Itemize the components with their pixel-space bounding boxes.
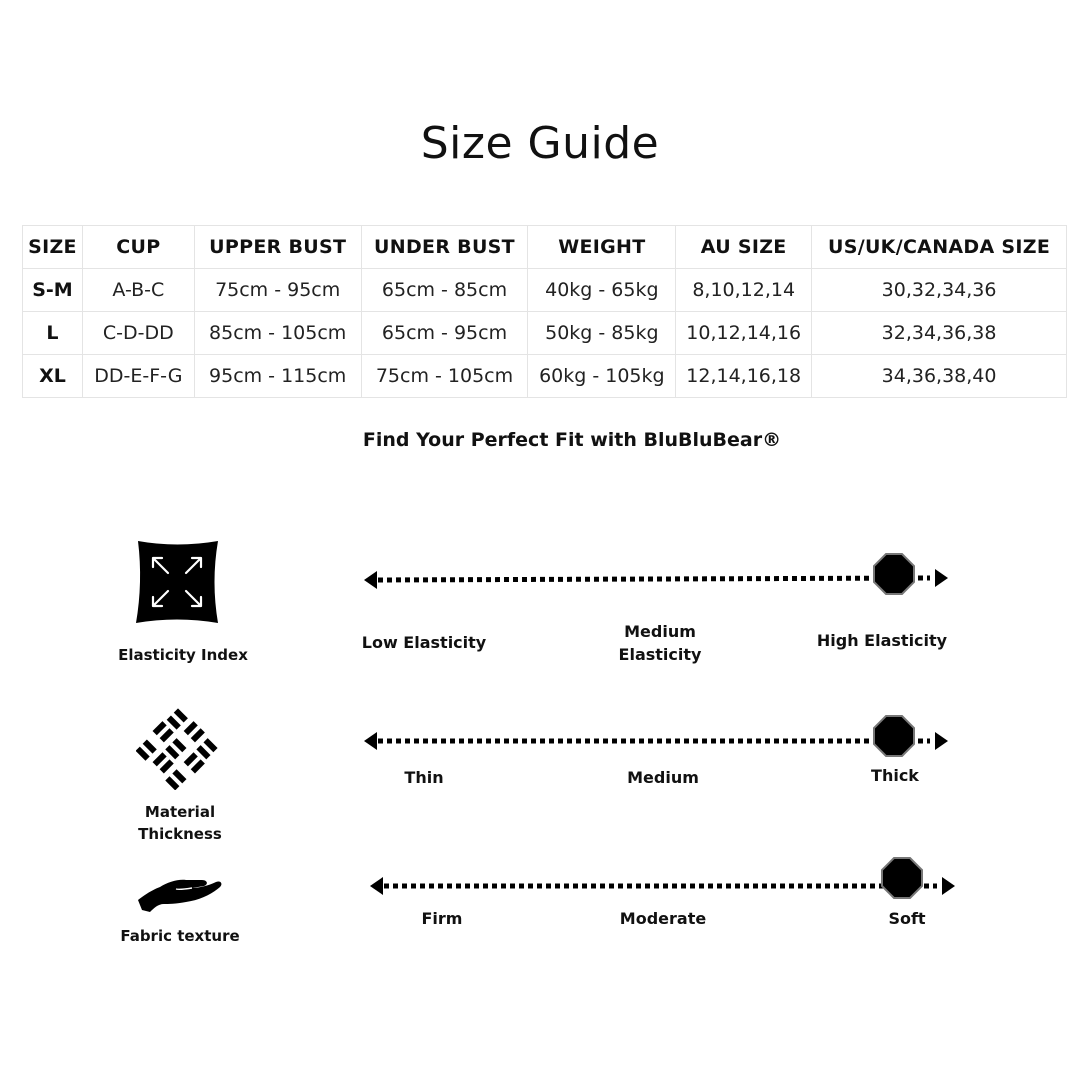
scale-marker	[882, 858, 922, 898]
expand-arrows-icon	[134, 539, 220, 625]
table-header-row	[23, 226, 1067, 269]
table-cell: 95cm - 115cm	[194, 355, 361, 398]
header-under-bust: UNDER BUST	[361, 226, 528, 269]
table-cell: 65cm - 85cm	[361, 269, 528, 312]
elasticity-scale	[355, 550, 965, 610]
feature-label-thickness-line1: Material	[144, 803, 216, 821]
header-us-uk-canada-size: US/UK/CANADA SIZE	[812, 226, 1067, 269]
table-cell: 65cm - 95cm	[361, 312, 528, 355]
scale-label-low: Low Elasticity	[361, 633, 487, 652]
open-hand-icon	[136, 870, 224, 912]
table-cell: XL	[23, 355, 83, 398]
table-cell: DD-E-F-G	[82, 355, 194, 398]
table-cell: 50kg - 85kg	[528, 312, 676, 355]
arrow-left-icon	[364, 571, 377, 589]
scale-label-thin: Thin	[404, 768, 444, 787]
header-upper-bust: UPPER BUST	[194, 226, 361, 269]
arrow-right-icon	[935, 569, 948, 587]
table-cell: L	[23, 312, 83, 355]
scale-label-firm: Firm	[421, 909, 463, 928]
table-cell: 30,32,34,36	[812, 269, 1067, 312]
arrow-right-icon	[935, 732, 948, 750]
fit-subtitle: Find Your Perfect Fit with BluBluBear®	[362, 429, 782, 451]
table-cell: 12,14,16,18	[676, 355, 812, 398]
table-cell: 85cm - 105cm	[194, 312, 361, 355]
arrow-right-icon	[942, 877, 955, 895]
feature-label-thickness-line2: Thickness	[138, 825, 222, 843]
feature-label-elasticity: Elasticity Index	[118, 646, 248, 664]
scale-dotted-line	[378, 578, 930, 580]
scale-label-medium-text: Medium Elasticity	[618, 622, 702, 664]
size-table	[22, 225, 1067, 398]
table-cell: A-B-C	[82, 269, 194, 312]
arrow-left-icon	[364, 732, 377, 750]
table-cell: 10,12,14,16	[676, 312, 812, 355]
header-size: SIZE	[23, 226, 83, 269]
scale-label-high: High Elasticity	[816, 631, 948, 650]
woven-pattern-icon	[136, 706, 220, 790]
table-row	[23, 269, 1067, 312]
thickness-scale	[355, 710, 965, 770]
feature-label-texture: Fabric texture	[120, 927, 240, 945]
table-row	[23, 312, 1067, 355]
scale-label-medium	[590, 620, 730, 666]
scale-marker	[874, 554, 914, 594]
scale-label-thick: Thick	[871, 766, 919, 785]
header-au-size: AU SIZE	[676, 226, 812, 269]
table-cell: 75cm - 105cm	[361, 355, 528, 398]
scale-marker	[874, 716, 914, 756]
scale-label-soft: Soft	[888, 909, 926, 928]
table-cell: 32,34,36,38	[812, 312, 1067, 355]
table-cell: C-D-DD	[82, 312, 194, 355]
table-cell: S-M	[23, 269, 83, 312]
table-cell: 75cm - 95cm	[194, 269, 361, 312]
table-cell: 34,36,38,40	[812, 355, 1067, 398]
table-cell: 8,10,12,14	[676, 269, 812, 312]
table-cell: 60kg - 105kg	[528, 355, 676, 398]
header-cup: CUP	[82, 226, 194, 269]
scale-label-moderate: Moderate	[619, 909, 707, 928]
header-weight: WEIGHT	[528, 226, 676, 269]
arrow-left-icon	[370, 877, 383, 895]
table-cell: 40kg - 65kg	[528, 269, 676, 312]
table-row	[23, 355, 1067, 398]
scale-label-medium: Medium	[627, 768, 699, 787]
feature-label-thickness	[110, 801, 250, 845]
page-title: Size Guide	[420, 118, 660, 169]
